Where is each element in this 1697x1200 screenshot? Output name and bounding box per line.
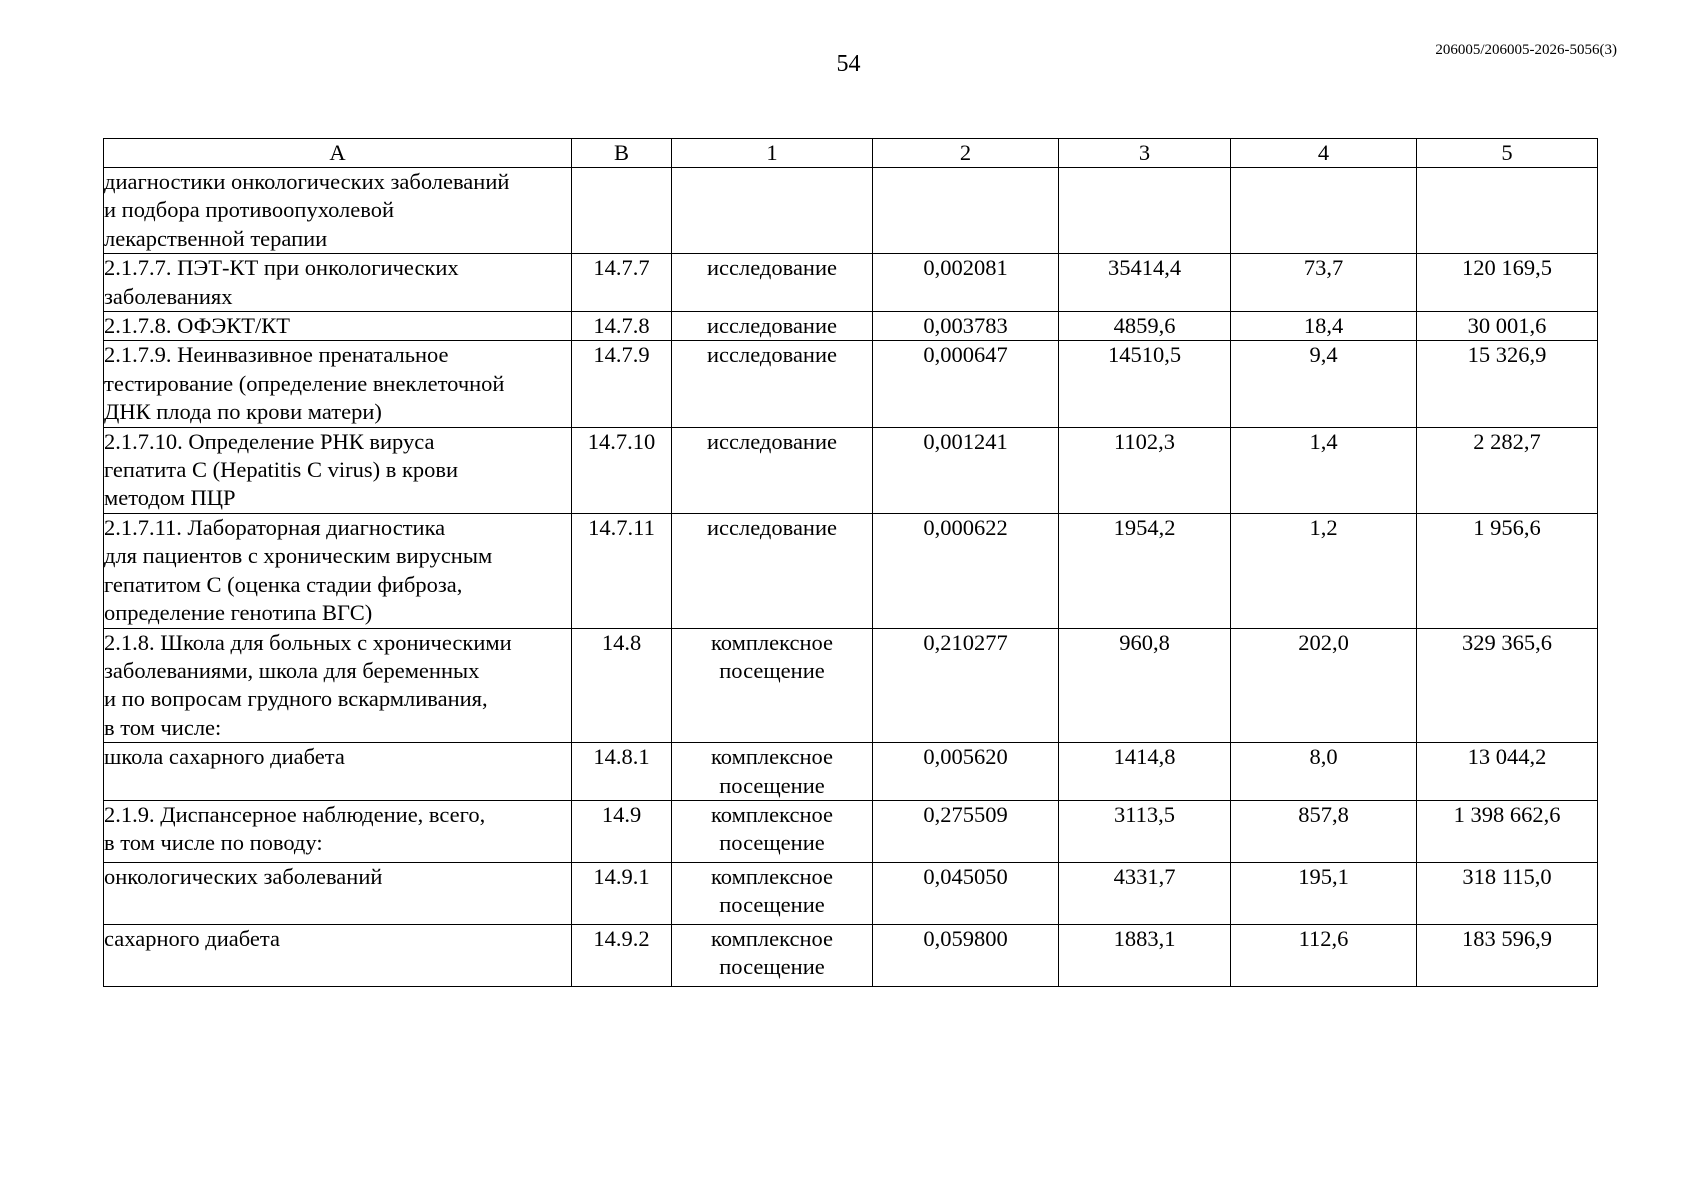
- cell-unit: [672, 427, 873, 513]
- cell-unit-line: посещение: [719, 892, 825, 918]
- cell-text-line: заболеваниями, школа для беременных: [104, 657, 480, 683]
- cell-text-line: для пациентов с хроническим вирусным: [104, 543, 493, 569]
- cell-value-c3: 1954,2: [1059, 513, 1231, 628]
- cell-text-line: 2.1.9. Диспансерное наблюдение, всего,: [104, 801, 486, 827]
- cell-code: 14.7.10: [572, 427, 672, 513]
- cell-value-c5: 15 326,9: [1417, 341, 1598, 427]
- cell-value-c4: 195,1: [1231, 862, 1417, 924]
- table-row: [104, 628, 1598, 743]
- cell-code: 14.7.9: [572, 341, 672, 427]
- table-row: [104, 513, 1598, 628]
- cell-text-line: лекарственной терапии: [104, 225, 328, 251]
- cell-value-c4: 73,7: [1231, 254, 1417, 312]
- column-header-3: 3: [1059, 139, 1231, 168]
- cell-value-c5: [1417, 168, 1598, 254]
- table-row: [104, 254, 1598, 312]
- cell-value-c2: 0,275509: [873, 800, 1059, 862]
- cell-text-line: 2.1.7.11. Лабораторная диагностика: [104, 514, 446, 540]
- table-row: [104, 862, 1598, 924]
- cell-text-line: 2.1.7.10. Определение РНК вируса: [104, 428, 435, 454]
- cell-unit-line: комплексное: [710, 925, 833, 951]
- cell-value-c2: 0,045050: [873, 862, 1059, 924]
- cell-name: [104, 427, 572, 513]
- cell-unit-line: исследование: [706, 514, 837, 540]
- cell-unit-line: посещение: [719, 954, 825, 980]
- cell-value-c3: 960,8: [1059, 628, 1231, 743]
- cell-code: [572, 168, 672, 254]
- cell-value-c4: 112,6: [1231, 924, 1417, 986]
- cell-text-line: гепатитом C (оценка стадии фиброза,: [104, 571, 463, 597]
- cell-value-c3: 35414,4: [1059, 254, 1231, 312]
- cell-name: [104, 862, 572, 924]
- cell-unit: [672, 628, 873, 743]
- cell-code: 14.7.7: [572, 254, 672, 312]
- cell-text-line: сахарного диабета: [104, 925, 280, 951]
- cell-text-line: заболеваниях: [104, 283, 233, 309]
- cell-text-line: ДНК плода по крови матери): [104, 399, 382, 425]
- cell-value-c3: 1102,3: [1059, 427, 1231, 513]
- cell-unit: [672, 254, 873, 312]
- cell-value-c5: 2 282,7: [1417, 427, 1598, 513]
- cell-value-c2: 0,001241: [873, 427, 1059, 513]
- cell-text-line: 2.1.7.8. ОФЭКТ/КТ: [104, 313, 291, 339]
- cell-unit-line: комплексное: [710, 801, 833, 827]
- cell-code: 14.9.2: [572, 924, 672, 986]
- cell-name: [104, 628, 572, 743]
- cell-name: [104, 513, 572, 628]
- table-row: [104, 743, 1598, 801]
- cell-value-c5: 120 169,5: [1417, 254, 1598, 312]
- cell-name: [104, 312, 572, 341]
- cell-value-c5: 329 365,6: [1417, 628, 1598, 743]
- cell-unit: [672, 862, 873, 924]
- cell-value-c5: 30 001,6: [1417, 312, 1598, 341]
- cell-unit-line: посещение: [719, 830, 825, 856]
- column-header-4: 4: [1231, 139, 1417, 168]
- cell-text-line: и подбора противоопухолевой: [104, 197, 395, 223]
- cell-unit: [672, 800, 873, 862]
- table-row: [104, 341, 1598, 427]
- table-row: [104, 924, 1598, 986]
- cell-unit: [672, 924, 873, 986]
- cell-value-c4: 857,8: [1231, 800, 1417, 862]
- cell-value-c2: 0,000622: [873, 513, 1059, 628]
- cell-value-c5: 183 596,9: [1417, 924, 1598, 986]
- cell-value-c4: 1,2: [1231, 513, 1417, 628]
- cell-code: 14.9.1: [572, 862, 672, 924]
- cell-value-c3: [1059, 168, 1231, 254]
- cell-name: [104, 341, 572, 427]
- cell-text-line: в том числе по поводу:: [104, 830, 323, 856]
- cell-value-c2: 0,059800: [873, 924, 1059, 986]
- table-row: [104, 427, 1598, 513]
- cell-value-c4: 8,0: [1231, 743, 1417, 801]
- cell-value-c3: 1414,8: [1059, 743, 1231, 801]
- cell-unit: [672, 513, 873, 628]
- table-row: [104, 168, 1598, 254]
- column-header-5: 5: [1417, 139, 1598, 168]
- cell-name: [104, 924, 572, 986]
- cell-value-c5: 318 115,0: [1417, 862, 1598, 924]
- cell-text-line: в том числе:: [104, 714, 222, 740]
- cell-text-line: 2.1.7.7. ПЭТ-КТ при онкологических: [104, 255, 459, 281]
- cell-value-c3: 14510,5: [1059, 341, 1231, 427]
- cell-value-c2: 0,003783: [873, 312, 1059, 341]
- cell-value-c5: 1 398 662,6: [1417, 800, 1598, 862]
- cell-name: [104, 254, 572, 312]
- column-header-b: B: [572, 139, 672, 168]
- column-header-2: 2: [873, 139, 1059, 168]
- cell-value-c4: [1231, 168, 1417, 254]
- cell-unit-line: комплексное: [710, 629, 833, 655]
- cell-unit: [672, 168, 873, 254]
- cell-name: [104, 800, 572, 862]
- cell-value-c4: 202,0: [1231, 628, 1417, 743]
- cell-text-line: диагностики онкологических заболеваний: [104, 169, 510, 194]
- cell-value-c4: 18,4: [1231, 312, 1417, 341]
- cell-value-c2: 0,002081: [873, 254, 1059, 312]
- cell-value-c2: 0,005620: [873, 743, 1059, 801]
- table-row: [104, 800, 1598, 862]
- cell-code: 14.7.8: [572, 312, 672, 341]
- cell-unit-line: комплексное: [710, 744, 833, 770]
- cell-value-c3: 3113,5: [1059, 800, 1231, 862]
- column-header-1: 1: [672, 139, 873, 168]
- cell-text-line: 2.1.8. Школа для больных с хроническими: [104, 629, 512, 655]
- cell-value-c3: 4859,6: [1059, 312, 1231, 341]
- cell-value-c5: 13 044,2: [1417, 743, 1598, 801]
- cell-text-line: и по вопросам грудного вскармливания,: [104, 686, 488, 712]
- cell-unit-line: исследование: [706, 313, 837, 339]
- cell-text-line: школа сахарного диабета: [104, 744, 345, 770]
- cell-unit-line: исследование: [706, 342, 837, 368]
- cell-text-line: определение генотипа ВГС): [104, 600, 373, 626]
- cell-value-c5: 1 956,6: [1417, 513, 1598, 628]
- cell-value-c4: 1,4: [1231, 427, 1417, 513]
- cell-unit-line: исследование: [706, 428, 837, 454]
- header-row: [104, 139, 1598, 168]
- cell-value-c2: 0,000647: [873, 341, 1059, 427]
- cell-value-c2: 0,210277: [873, 628, 1059, 743]
- cell-unit: [672, 743, 873, 801]
- cell-code: 14.8: [572, 628, 672, 743]
- table-body: [104, 168, 1598, 987]
- cell-value-c2: [873, 168, 1059, 254]
- cell-code: 14.9: [572, 800, 672, 862]
- cell-unit: [672, 312, 873, 341]
- column-header-a: A: [104, 139, 572, 168]
- page-number: 54: [836, 51, 861, 77]
- cell-unit-line: посещение: [719, 657, 825, 683]
- cell-text-line: онкологических заболеваний: [104, 863, 383, 889]
- cell-text-line: гепатита C (Hepatitis C virus) в крови: [104, 457, 459, 483]
- cell-unit: [672, 341, 873, 427]
- cell-name: [104, 168, 572, 254]
- cell-text-line: тестирование (определение внеклеточной: [104, 370, 505, 396]
- cell-name: [104, 743, 572, 801]
- cell-unit-line: комплексное: [710, 863, 833, 889]
- cell-value-c3: 4331,7: [1059, 862, 1231, 924]
- cell-value-c3: 1883,1: [1059, 924, 1231, 986]
- cell-code: 14.7.11: [572, 513, 672, 628]
- cell-code: 14.8.1: [572, 743, 672, 801]
- cell-value-c4: 9,4: [1231, 341, 1417, 427]
- cell-unit-line: посещение: [719, 772, 825, 798]
- cell-text-line: методом ПЦР: [104, 485, 236, 511]
- cell-unit-line: исследование: [706, 255, 837, 281]
- cell-text-line: 2.1.7.9. Неинвазивное пренатальное: [104, 342, 449, 368]
- table-row: [104, 312, 1598, 341]
- data-table: [103, 138, 1598, 987]
- document-code: 206005/206005-2026-5056(3): [1435, 42, 1617, 58]
